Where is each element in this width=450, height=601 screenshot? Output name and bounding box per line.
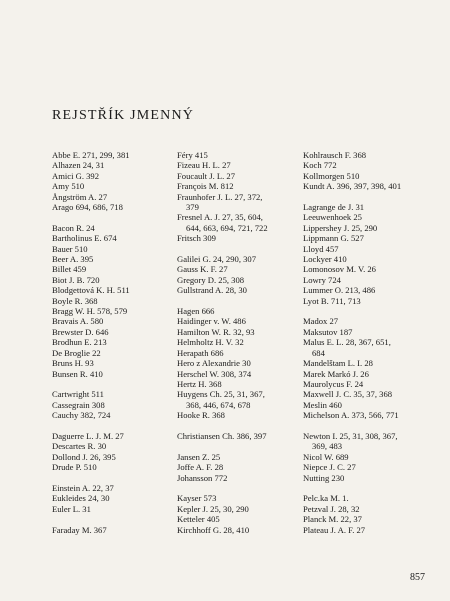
index-column-2 bbox=[177, 150, 295, 535]
index-entry: Kirchhoff G. 28, 410 bbox=[177, 524, 250, 535]
index-entry: Billet 459 bbox=[52, 264, 87, 275]
index-entry: Lagrange de J. 31 bbox=[303, 202, 365, 213]
index-entry: Einstein A. 22, 37 bbox=[52, 482, 114, 493]
index-entry: Haidinger v. W. 486 bbox=[177, 316, 246, 327]
index-entry: Bragg W. H. 578, 579 bbox=[52, 306, 128, 317]
index-entry: Hertz H. 368 bbox=[177, 378, 222, 389]
index-entry: Lomonosov M. V. 26 bbox=[303, 264, 376, 275]
index-entry: Fritsch 309 bbox=[177, 233, 216, 244]
index-entry: Bravais A. 580 bbox=[52, 316, 104, 327]
index-entry: Abbe E. 271, 299, 381 bbox=[52, 150, 130, 160]
index-entry: Bartholinus E. 674 bbox=[52, 233, 117, 244]
index-entry: Maxwell J. C. 35, 37, 368 bbox=[303, 389, 393, 400]
index-entry: Huygens Ch. 25, 31, 367, bbox=[177, 389, 265, 400]
index-entry: Biot J. B. 720 bbox=[52, 274, 100, 285]
index-entry: François M. 812 bbox=[177, 181, 234, 192]
index-entry: Lockyer 410 bbox=[303, 254, 347, 265]
index-entry: Cauchy 382, 724 bbox=[52, 410, 111, 421]
index-entry: Herschel W. 308, 374 bbox=[177, 368, 252, 379]
index-entry: Bacon R. 24 bbox=[52, 222, 95, 233]
index-entry: Beer A. 395 bbox=[52, 254, 94, 265]
index-entry: Gregory D. 25, 308 bbox=[177, 274, 245, 285]
letter-group-gap bbox=[303, 421, 428, 431]
index-entry: Drude P. 510 bbox=[52, 462, 97, 473]
index-entry: Leeuwenhoek 25 bbox=[303, 212, 362, 223]
index-entry: Helmholtz H. V. 32 bbox=[177, 337, 244, 348]
index-entry: Bauer 510 bbox=[52, 243, 88, 254]
index-entry: Malus E. L. 28, 367, 651, bbox=[303, 337, 391, 348]
letter-group-gap bbox=[177, 483, 295, 493]
index-entry: Petzval J. 28, 32 bbox=[303, 503, 360, 514]
letter-group-gap bbox=[177, 296, 295, 306]
index-entry: Eukleides 24, 30 bbox=[52, 493, 110, 504]
index-entry: Fraunhofer J. L. 27, 372, bbox=[177, 191, 263, 202]
letter-group-gap bbox=[303, 306, 428, 316]
index-entry: Newton I. 25, 31, 308, 367, bbox=[303, 430, 398, 441]
index-entry: De Broglie 22 bbox=[52, 347, 101, 358]
index-entry: Herapath 686 bbox=[177, 347, 224, 358]
index-entry: Maurolycus F. 24 bbox=[303, 378, 364, 389]
index-entry: Daguerre L. J. M. 27 bbox=[52, 430, 124, 441]
index-entry: Niepce J. C. 27 bbox=[303, 462, 356, 473]
index-entry: Galilei G. 24, 290, 307 bbox=[177, 254, 257, 265]
index-entry: Dollond J. 26, 395 bbox=[52, 451, 116, 462]
index-entry: Michelson A. 373, 566, 771 bbox=[303, 410, 399, 421]
index-entry: Meslin 460 bbox=[303, 399, 342, 410]
index-entry: Kepler J. 25, 30, 290 bbox=[177, 503, 249, 514]
index-entry: Brewster D. 646 bbox=[52, 326, 109, 337]
index-entry: Cassegrain 308 bbox=[52, 399, 105, 410]
index-entry: Nicol W. 689 bbox=[303, 451, 349, 462]
letter-group-gap bbox=[52, 212, 167, 222]
index-entry: Arago 694, 686, 718 bbox=[52, 202, 123, 213]
index-entry: Kohlrausch F. 368 bbox=[303, 150, 367, 160]
index-column-3 bbox=[303, 150, 428, 535]
index-entry: Ångström A. 27 bbox=[52, 191, 108, 202]
index-entry: Hamilton W. R. 32, 93 bbox=[177, 326, 255, 337]
letter-group-gap bbox=[177, 421, 295, 431]
index-entry: Johansson 772 bbox=[177, 472, 228, 483]
index-entry: Kayser 573 bbox=[177, 493, 217, 504]
index-entry: Lowry 724 bbox=[303, 274, 341, 285]
index-entry: Nutting 230 bbox=[303, 472, 345, 483]
index-entry: Lyot B. 711, 713 bbox=[303, 295, 361, 306]
index-entry: Hagen 666 bbox=[177, 306, 215, 317]
index-entry: Mandelštam L. I. 28 bbox=[303, 358, 373, 369]
index-entry: Madox 27 bbox=[303, 316, 339, 327]
index-entry: Lummer O. 213, 486 bbox=[303, 285, 376, 296]
index-entry: Féry 415 bbox=[177, 150, 208, 160]
index-entry: Lippershey J. 25, 290 bbox=[303, 222, 378, 233]
index-entry: Faraday M. 367 bbox=[52, 524, 107, 535]
page-number: 857 bbox=[410, 572, 425, 583]
index-entry: Ketteler 405 bbox=[177, 514, 220, 525]
index-entry: Gullstrand A. 28, 30 bbox=[177, 285, 247, 296]
index-entry-continuation: 379 bbox=[186, 202, 199, 213]
letter-group-gap bbox=[177, 244, 295, 254]
index-entry: Bunsen R. 410 bbox=[52, 368, 103, 379]
letter-group-gap bbox=[52, 379, 167, 389]
index-entry-continuation: 369, 483 bbox=[312, 441, 343, 452]
index-entry: Planck M. 22, 37 bbox=[303, 514, 362, 525]
index-entry-continuation: 684 bbox=[312, 347, 325, 358]
letter-group-gap bbox=[52, 473, 167, 483]
index-entry: Foucault J. L. 27 bbox=[177, 170, 236, 181]
index-entry: Maksutov 187 bbox=[303, 326, 353, 337]
index-entry-continuation: 644, 663, 694, 721, 722 bbox=[186, 222, 268, 233]
index-entry: Jansen Z. 25 bbox=[177, 451, 221, 462]
index-entry: Plateau J. A. F. 27 bbox=[303, 524, 366, 535]
letter-group-gap bbox=[177, 441, 295, 451]
index-entry: Bruns H. 93 bbox=[52, 358, 94, 369]
index-entry: Euler L. 31 bbox=[52, 503, 91, 514]
index-entry: Lloyd 457 bbox=[303, 243, 339, 254]
index-entry: Joffe A. F. 28 bbox=[177, 462, 224, 473]
letter-group-gap bbox=[52, 514, 167, 524]
index-entry: Cartwright 511 bbox=[52, 389, 104, 400]
index-entry: Amy 510 bbox=[52, 181, 85, 192]
index-entry: Descartes R. 30 bbox=[52, 441, 107, 452]
index-entry: Amici G. 392 bbox=[52, 170, 100, 181]
index-entry: Fizeau H. L. 27 bbox=[177, 160, 231, 171]
index-entry: Gauss K. F. 27 bbox=[177, 264, 228, 275]
index-entry: Pelc.ka M. 1. bbox=[303, 493, 349, 504]
index-entry: Hero z Alexandrie 30 bbox=[177, 358, 251, 369]
index-entry: Fresnel A. J. 27, 35, 604, bbox=[177, 212, 263, 223]
letter-group-gap bbox=[52, 421, 167, 431]
letter-group-gap bbox=[303, 483, 428, 493]
index-entry: Boyle R. 368 bbox=[52, 295, 98, 306]
index-entry-continuation: 368, 446, 674, 678 bbox=[186, 399, 251, 410]
index-entry: Blodgettová K. H. 511 bbox=[52, 285, 130, 296]
letter-group-gap bbox=[303, 192, 428, 202]
index-entry: Alhazen 24, 31 bbox=[52, 160, 105, 171]
index-entry: Kundt A. 396, 397, 398, 401 bbox=[303, 181, 402, 192]
index-entry: Koch 772 bbox=[303, 160, 337, 171]
index-column-1 bbox=[52, 150, 167, 535]
index-entry: Brodhun E. 213 bbox=[52, 337, 107, 348]
index-entry: Marek Markó J. 26 bbox=[303, 368, 369, 379]
index-entry: Hooke R. 368 bbox=[177, 410, 225, 421]
index-entry: Kollmorgen 510 bbox=[303, 170, 360, 181]
page-title: REJSTŘÍK JMENNÝ bbox=[52, 108, 195, 123]
index-entry: Christiansen Ch. 386, 397 bbox=[177, 430, 267, 441]
index-entry: Lippmann G. 527 bbox=[303, 233, 364, 244]
